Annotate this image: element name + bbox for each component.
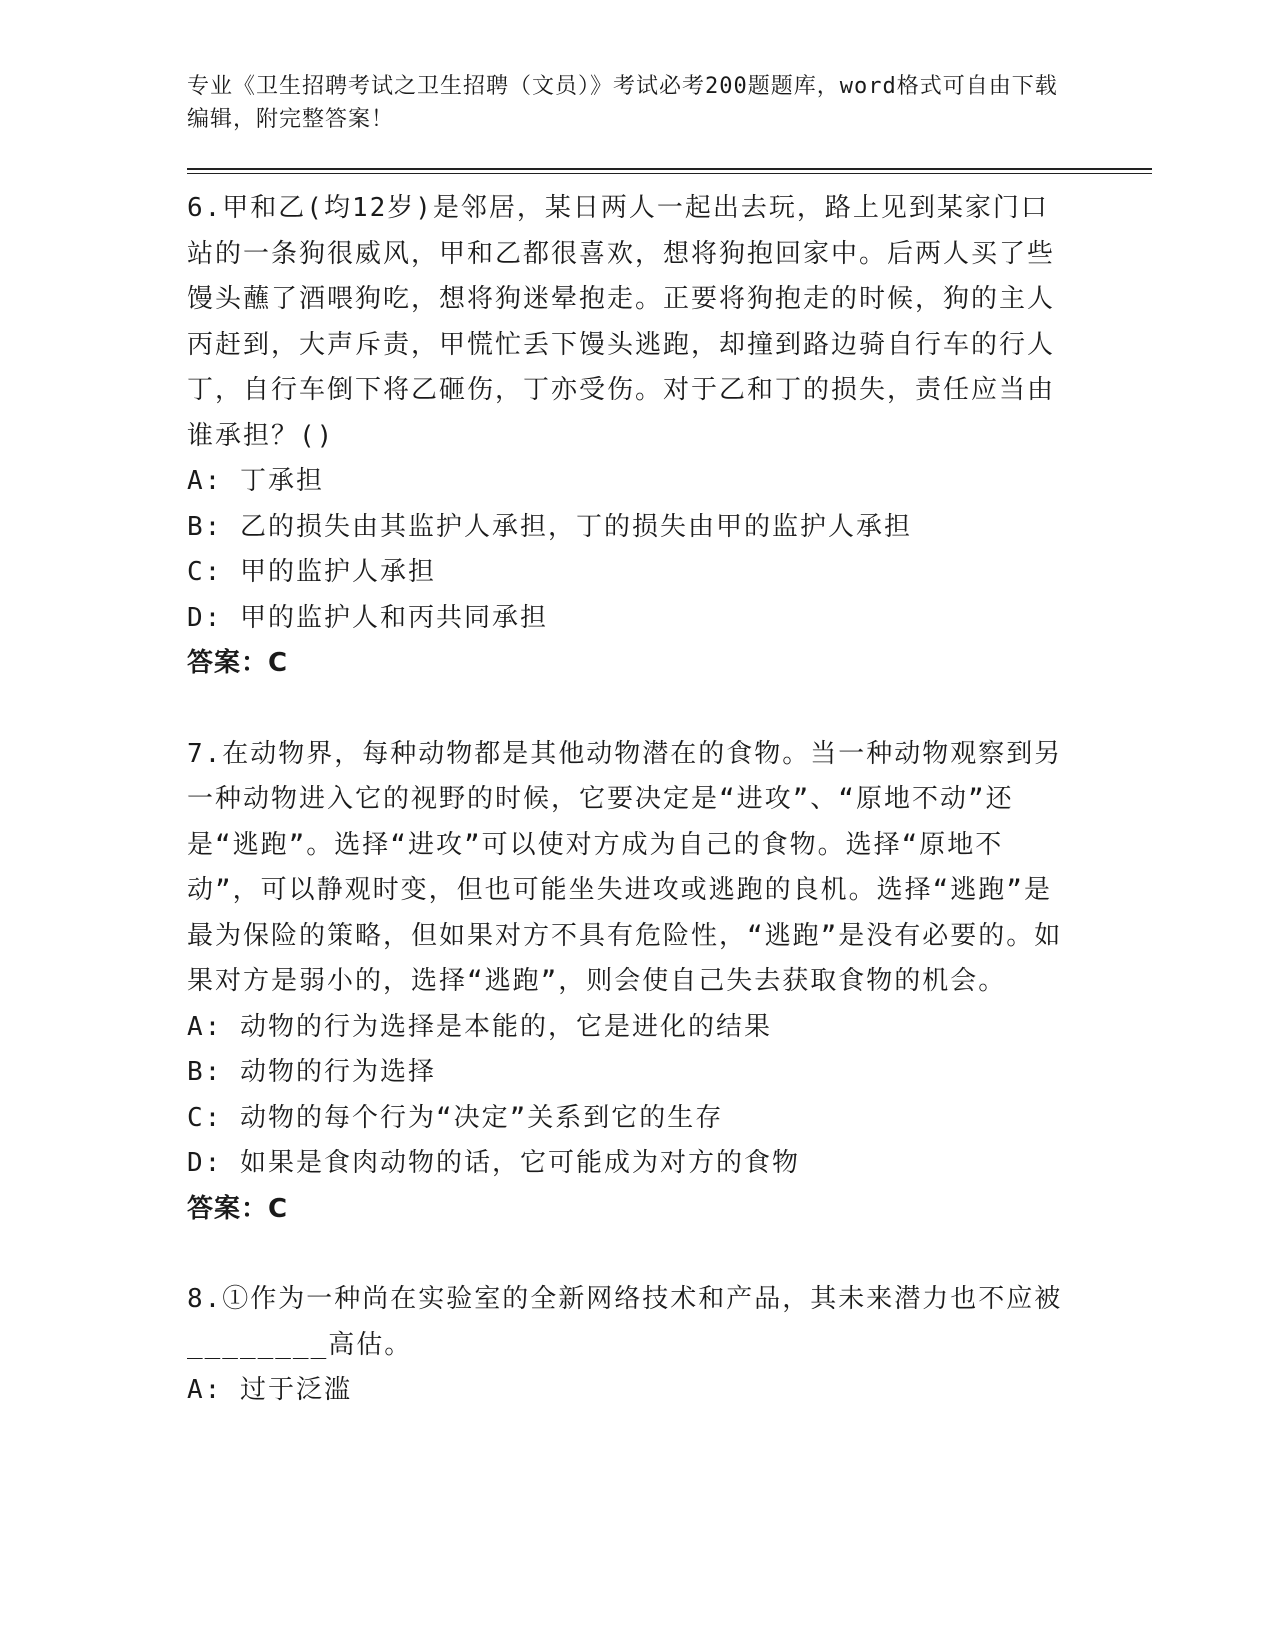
header-divider bbox=[187, 168, 1152, 174]
option-d: D: 如果是食肉动物的话，它可能成为对方的食物 bbox=[187, 1148, 800, 1178]
question-stem: 8.①作为一种尚在实验室的全新网络技术和产品，其未来潜力也不应被________高估。 bbox=[187, 1284, 1063, 1360]
question-7 bbox=[187, 732, 1152, 1233]
document-header: 专业《卫生招聘考试之卫生招聘（文员）》考试必考200题题库，word格式可自由下载编辑，附完整答案！ bbox=[187, 74, 1058, 132]
question-8 bbox=[187, 1277, 1152, 1414]
question-stem: 6.甲和乙(均12岁)是邻居，某日两人一起出去玩，路上见到某家门口站的一条狗很威风，甲和乙都很喜欢，想将狗抱回家中。后两人买了些馒头蘸了酒喂狗吃，想将狗迷晕抱走。正要将狗抱走的时候，狗的主人丙赶到，大声斥责，甲慌忙丢下馒头逃跑，却撞到路边骑自行车的行人丁，自行车倒下将乙砸伤，丁亦受伤。对于乙和丁的损失，责任应当由谁承担？() bbox=[187, 193, 1056, 451]
spacer bbox=[187, 687, 1152, 732]
option-a: A: 丁承担 bbox=[187, 466, 324, 496]
option-b: B: 动物的行为选择 bbox=[187, 1057, 436, 1087]
answer-label: 答案：C bbox=[187, 648, 289, 678]
question-stem: 7.在动物界，每种动物都是其他动物潜在的食物。当一种动物观察到另一种动物进入它的视野的时候，它要决定是“进攻”、“原地不动”还是“逃跑”。选择“进攻”可以使对方成为自己的食物。选择“原地不动”，可以静观时变，但也可能坐失进攻或逃跑的良机。选择“逃跑”是最为保险的策略，但如果对方不具有危险性，“逃跑”是没有必要的。如果对方是弱小的，选择“逃跑”，则会使自己失去获取食物的机会。 bbox=[187, 738, 1063, 996]
answer-label: 答案：C bbox=[187, 1193, 289, 1224]
spacer bbox=[187, 1232, 1152, 1277]
question-6 bbox=[187, 186, 1152, 687]
option-b: B: 乙的损失由其监护人承担，丁的损失由甲的监护人承担 bbox=[187, 511, 912, 542]
option-c: C: 甲的监护人承担 bbox=[187, 557, 436, 587]
document-page bbox=[187, 70, 1152, 1414]
option-a: A: 过于泛滥 bbox=[187, 1375, 352, 1405]
option-c: C: 动物的每个行为“决定”关系到它的生存 bbox=[187, 1102, 724, 1133]
option-d: D: 甲的监护人和丙共同承担 bbox=[187, 602, 548, 633]
option-a: A: 动物的行为选择是本能的，它是进化的结果 bbox=[187, 1011, 772, 1042]
